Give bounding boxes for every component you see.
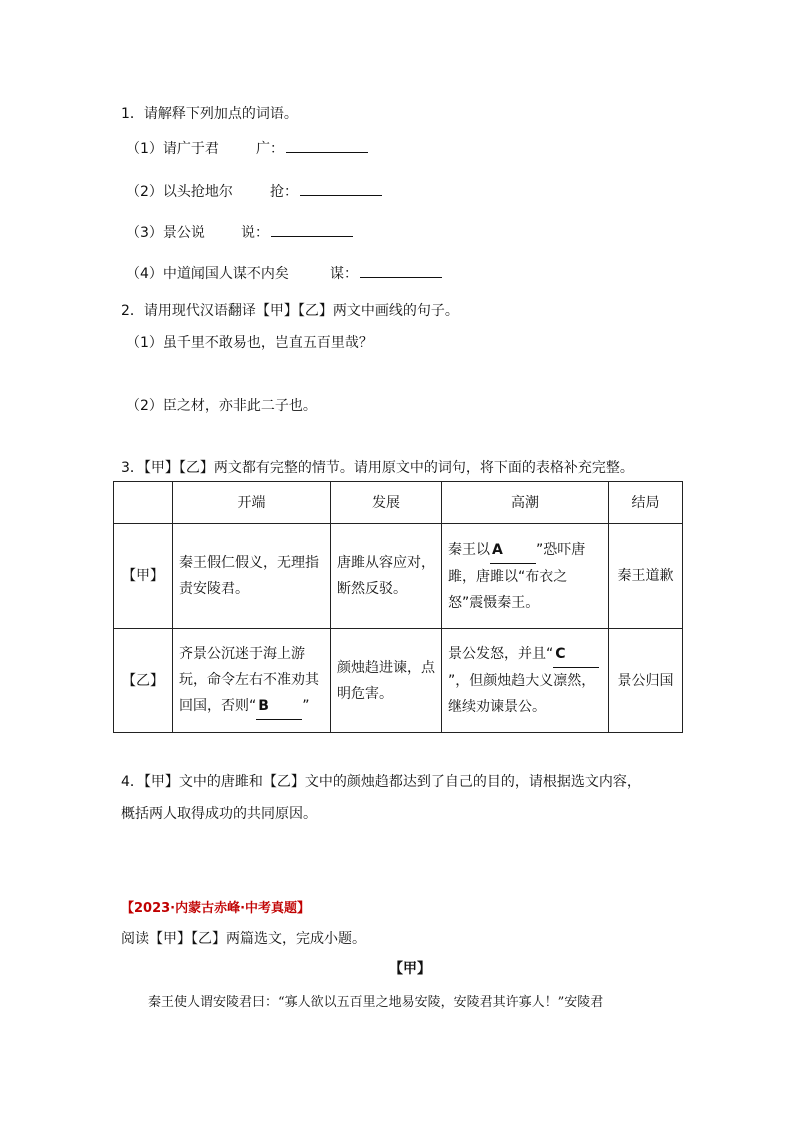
table-row	[114, 629, 683, 733]
q1-answer-3	[241, 222, 353, 242]
answer-blank[interactable]	[286, 138, 368, 153]
table-header-cell: 发展	[331, 482, 442, 524]
cell-start	[173, 629, 331, 733]
table-header-cell: 结局	[609, 482, 683, 524]
passage-text: 秦王使人谓安陵君曰：“寡人欲以五百里之地易安陵，安陵君其许寡人！”安陵君	[148, 995, 604, 1010]
q2-item-1: （1）虽千里不敢易也，岂直五百里哉？	[126, 335, 373, 351]
answer-blank[interactable]	[360, 263, 442, 278]
q1-answer-1	[256, 138, 368, 158]
q2-stem: 2．请用现代汉语翻译【甲】【乙】两文中画线的句子。	[121, 303, 459, 319]
answer-blank[interactable]	[300, 181, 382, 196]
cell-climax	[442, 524, 609, 629]
q1-item-text: （4）中道闻国人谋不内矣	[126, 266, 289, 282]
q1-item-3	[126, 222, 205, 242]
table-row	[114, 524, 683, 629]
q1-item-text: （1）请广于君	[126, 141, 219, 157]
answer-blank-b[interactable]: B	[256, 693, 302, 720]
table-header-cell: 开端	[173, 482, 331, 524]
table-header-cell: 高潮	[442, 482, 609, 524]
q4-line-1: 4．【甲】文中的唐雎和【乙】文中的颜烛趋都达到了自己的目的，请根据选文内容，	[121, 774, 641, 790]
source-tag: 【2023·内蒙古赤峰·中考真题】	[121, 901, 311, 916]
cell-end: 秦王道歉	[609, 524, 683, 629]
q1-answer-4	[330, 263, 442, 283]
q1-item-word: 抢：	[270, 184, 298, 200]
q4-line-2: 概括两人取得成功的共同原因。	[121, 806, 317, 822]
answer-blank-c[interactable]: C	[553, 641, 599, 668]
cell-end: 景公归国	[609, 629, 683, 733]
q1-item-word: 广：	[256, 141, 284, 157]
climax-text: ”恐吓唐雎，唐雎以“布衣之怒”震慑秦王。	[448, 541, 586, 611]
q1-item-2	[126, 181, 233, 201]
answer-blank-a[interactable]: A	[490, 537, 536, 564]
q1-item-1	[126, 138, 219, 158]
cell-develop: 唐雎从容应对，断然反驳。	[331, 524, 442, 629]
answer-blank[interactable]	[271, 222, 353, 237]
reading-instruction: 阅读【甲】【乙】两篇选文，完成小题。	[121, 931, 366, 947]
table-header-cell	[114, 482, 173, 524]
q1-item-word: 谋：	[330, 266, 358, 282]
q2-item-2: （2）臣之材，亦非此二子也。	[126, 398, 317, 414]
climax-text: 秦王以	[448, 541, 490, 558]
q1-answer-2	[270, 181, 382, 201]
q1-item-text: （3）景公说	[126, 225, 205, 241]
climax-text: 景公发怒，并且“	[448, 646, 554, 662]
q1-item-4	[126, 263, 289, 283]
start-text: 齐景公沉迷于海上游玩，命令左右不准劝其回国，否则“	[179, 646, 319, 714]
cell-climax	[442, 629, 609, 733]
passage-title: 【甲】	[389, 961, 431, 977]
climax-text: ”，但颜烛趋大义凛然，继续劝谏景公。	[448, 673, 596, 715]
cell-start: 秦王假仁假义，无理指责安陵君。	[173, 524, 331, 629]
q1-item-text: （2）以头抢地尔	[126, 184, 233, 200]
plot-table	[113, 481, 683, 733]
cell-develop: 颜烛趋进谏，点明危害。	[331, 629, 442, 733]
start-text: ”	[302, 698, 310, 714]
table-header-row	[114, 482, 683, 524]
q1-item-word: 说：	[241, 225, 269, 241]
row-label: 【乙】	[114, 629, 173, 733]
q3-stem: 3．【甲】【乙】两文都有完整的情节。请用原文中的词句，将下面的表格补充完整。	[121, 460, 634, 476]
row-label: 【甲】	[114, 524, 173, 629]
q1-stem: 1．请解释下列加点的词语。	[121, 106, 298, 122]
